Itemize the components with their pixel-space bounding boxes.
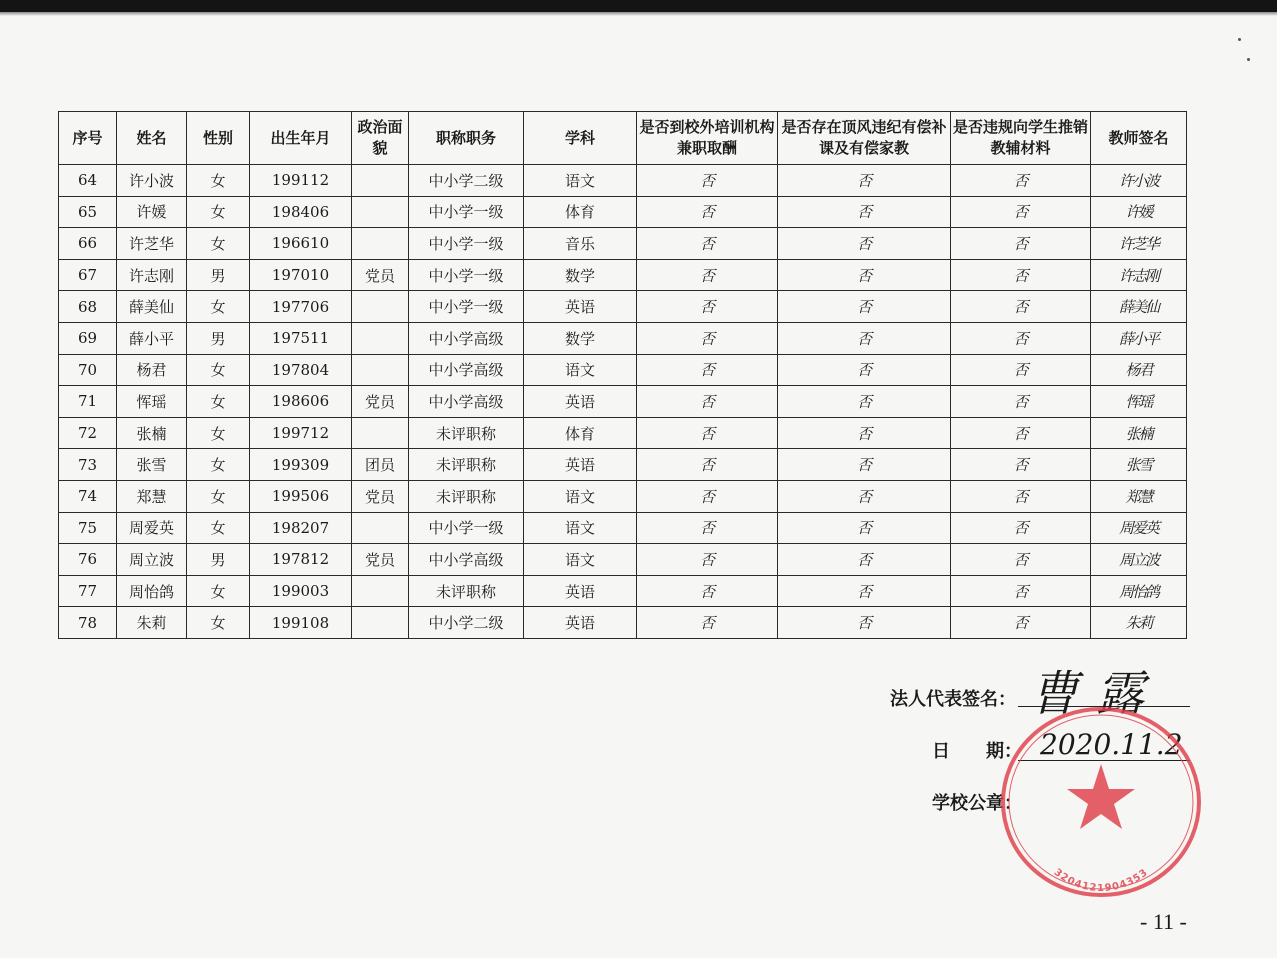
teacher-signature: 许芝华	[1091, 228, 1187, 260]
paid-lessons-answer: 否	[778, 259, 951, 291]
paid-lessons-answer: 否	[778, 196, 951, 228]
subject: 语文	[524, 544, 637, 576]
teacher-signature: 张楠	[1091, 417, 1187, 449]
materials-answer: 否	[951, 259, 1091, 291]
subject: 数学	[524, 322, 637, 354]
column-header: 政治面貌	[352, 112, 409, 165]
teacher-name: 朱莉	[117, 607, 187, 639]
teacher-signature: 许小波	[1091, 165, 1187, 197]
gender: 女	[187, 607, 250, 639]
paid-lessons-answer: 否	[778, 291, 951, 323]
gender: 女	[187, 196, 250, 228]
job-title: 中小学二级	[409, 165, 524, 197]
gender: 男	[187, 322, 250, 354]
table-row	[59, 512, 1187, 544]
materials-answer: 否	[951, 322, 1091, 354]
tutoring-answer: 否	[637, 417, 778, 449]
tutoring-answer: 否	[637, 544, 778, 576]
row-number: 74	[59, 480, 117, 512]
tutoring-answer: 否	[637, 259, 778, 291]
teacher-signature: 周立波	[1091, 544, 1187, 576]
paid-lessons-answer: 否	[778, 607, 951, 639]
materials-answer: 否	[951, 354, 1091, 386]
gender: 女	[187, 417, 250, 449]
teacher-signature: 薛美仙	[1091, 291, 1187, 323]
job-title: 中小学高级	[409, 354, 524, 386]
row-number: 65	[59, 196, 117, 228]
job-title: 中小学高级	[409, 386, 524, 418]
teacher-name: 张楠	[117, 417, 187, 449]
subject: 体育	[524, 196, 637, 228]
row-number: 76	[59, 544, 117, 576]
scan-speck	[1238, 38, 1241, 41]
birth-date: 197511	[250, 322, 352, 354]
subject: 语文	[524, 354, 637, 386]
column-header: 是否存在顶风违纪有偿补课及有偿家教	[778, 112, 951, 165]
seal-star-icon	[1067, 764, 1135, 829]
subject: 英语	[524, 575, 637, 607]
row-number: 78	[59, 607, 117, 639]
birth-date: 199003	[250, 575, 352, 607]
teacher-name: 杨君	[117, 354, 187, 386]
materials-answer: 否	[951, 196, 1091, 228]
tutoring-answer: 否	[637, 386, 778, 418]
teacher-name: 薛美仙	[117, 291, 187, 323]
subject: 数学	[524, 259, 637, 291]
row-number: 71	[59, 386, 117, 418]
political-status	[352, 512, 409, 544]
materials-answer: 否	[951, 480, 1091, 512]
table-row	[59, 259, 1187, 291]
teacher-signature: 朱莉	[1091, 607, 1187, 639]
gender: 女	[187, 354, 250, 386]
birth-date: 198406	[250, 196, 352, 228]
teacher-name: 许小波	[117, 165, 187, 197]
birth-date: 198606	[250, 386, 352, 418]
political-status	[352, 607, 409, 639]
teacher-name: 张雪	[117, 449, 187, 481]
birth-date: 197812	[250, 544, 352, 576]
gender: 女	[187, 512, 250, 544]
scan-speck	[1247, 58, 1250, 61]
political-status	[352, 291, 409, 323]
job-title: 未评职称	[409, 575, 524, 607]
paid-lessons-answer: 否	[778, 575, 951, 607]
table-row	[59, 480, 1187, 512]
tutoring-answer: 否	[637, 480, 778, 512]
paid-lessons-answer: 否	[778, 417, 951, 449]
column-header: 是否违规向学生推销教辅材料	[951, 112, 1091, 165]
teacher-name: 许志刚	[117, 259, 187, 291]
job-title: 未评职称	[409, 449, 524, 481]
birth-date: 198207	[250, 512, 352, 544]
paid-lessons-answer: 否	[778, 165, 951, 197]
materials-answer: 否	[951, 165, 1091, 197]
teacher-signature: 恽瑶	[1091, 386, 1187, 418]
materials-answer: 否	[951, 291, 1091, 323]
political-status: 团员	[352, 449, 409, 481]
seal-code: 3204121904353	[1051, 866, 1151, 895]
teacher-name: 许芝华	[117, 228, 187, 260]
paid-lessons-answer: 否	[778, 228, 951, 260]
page-number: - 11 -	[1140, 909, 1187, 934]
paid-lessons-answer: 否	[778, 354, 951, 386]
column-header: 出生年月	[250, 112, 352, 165]
job-title: 中小学高级	[409, 322, 524, 354]
political-status	[352, 228, 409, 260]
tutoring-answer: 否	[637, 165, 778, 197]
subject: 语文	[524, 512, 637, 544]
job-title: 中小学一级	[409, 291, 524, 323]
paid-lessons-answer: 否	[778, 480, 951, 512]
gender: 男	[187, 259, 250, 291]
political-status: 党员	[352, 480, 409, 512]
birth-date: 199309	[250, 449, 352, 481]
table-row	[59, 291, 1187, 323]
gender: 女	[187, 480, 250, 512]
paid-lessons-answer: 否	[778, 544, 951, 576]
school-seal-label: 学校公章：	[932, 793, 1022, 814]
political-status	[352, 417, 409, 449]
row-number: 67	[59, 259, 117, 291]
column-header: 序号	[59, 112, 117, 165]
birth-date: 197706	[250, 291, 352, 323]
teacher-signature: 周爱英	[1091, 512, 1187, 544]
tutoring-answer: 否	[637, 322, 778, 354]
gender: 女	[187, 165, 250, 197]
job-title: 未评职称	[409, 417, 524, 449]
tutoring-answer: 否	[637, 354, 778, 386]
column-header: 教师签名	[1091, 112, 1187, 165]
birth-date: 197010	[250, 259, 352, 291]
birth-date: 199712	[250, 417, 352, 449]
gender: 女	[187, 449, 250, 481]
tutoring-answer: 否	[637, 291, 778, 323]
row-number: 69	[59, 322, 117, 354]
job-title: 未评职称	[409, 480, 524, 512]
teacher-signature: 许媛	[1091, 196, 1187, 228]
job-title: 中小学一级	[409, 228, 524, 260]
teacher-signature: 许志刚	[1091, 259, 1187, 291]
tutoring-answer: 否	[637, 607, 778, 639]
subject: 英语	[524, 607, 637, 639]
tutoring-answer: 否	[637, 512, 778, 544]
gender: 女	[187, 291, 250, 323]
row-number: 68	[59, 291, 117, 323]
job-title: 中小学高级	[409, 544, 524, 576]
materials-answer: 否	[951, 449, 1091, 481]
legal-rep-signature: 曹露	[1030, 666, 1163, 722]
column-header: 姓名	[117, 112, 187, 165]
row-number: 73	[59, 449, 117, 481]
political-status	[352, 354, 409, 386]
subject: 语文	[524, 480, 637, 512]
gender: 男	[187, 544, 250, 576]
subject: 音乐	[524, 228, 637, 260]
birth-date: 197804	[250, 354, 352, 386]
teacher-roster-table	[58, 111, 1187, 639]
paid-lessons-answer: 否	[778, 322, 951, 354]
teacher-name: 郑慧	[117, 480, 187, 512]
gender: 女	[187, 386, 250, 418]
teacher-name: 薛小平	[117, 322, 187, 354]
subject: 英语	[524, 449, 637, 481]
materials-answer: 否	[951, 228, 1091, 260]
row-number: 75	[59, 512, 117, 544]
table-body	[59, 165, 1187, 639]
paid-lessons-answer: 否	[778, 449, 951, 481]
date-label: 日 期：	[932, 741, 1022, 762]
teacher-signature: 郑慧	[1091, 480, 1187, 512]
teacher-signature: 杨君	[1091, 354, 1187, 386]
paid-lessons-answer: 否	[778, 386, 951, 418]
job-title: 中小学一级	[409, 259, 524, 291]
job-title: 中小学一级	[409, 196, 524, 228]
column-header: 是否到校外培训机构兼职取酬	[637, 112, 778, 165]
materials-answer: 否	[951, 607, 1091, 639]
birth-date: 199506	[250, 480, 352, 512]
materials-answer: 否	[951, 512, 1091, 544]
subject: 语文	[524, 165, 637, 197]
table-row	[59, 449, 1187, 481]
row-number: 72	[59, 417, 117, 449]
political-status	[352, 165, 409, 197]
materials-answer: 否	[951, 544, 1091, 576]
political-status	[352, 575, 409, 607]
column-header: 性别	[187, 112, 250, 165]
political-status: 党员	[352, 259, 409, 291]
row-number: 66	[59, 228, 117, 260]
subject: 英语	[524, 291, 637, 323]
teacher-name: 恽瑶	[117, 386, 187, 418]
teacher-name: 周怡鸽	[117, 575, 187, 607]
legal-rep-label: 法人代表签名：	[890, 689, 1016, 710]
scan-edge-bar	[0, 0, 1277, 12]
political-status	[352, 322, 409, 354]
table-row	[59, 228, 1187, 260]
school-seal-stamp	[995, 702, 1205, 902]
tutoring-answer: 否	[637, 575, 778, 607]
job-title: 中小学一级	[409, 512, 524, 544]
row-number: 77	[59, 575, 117, 607]
teacher-signature: 张雪	[1091, 449, 1187, 481]
materials-answer: 否	[951, 386, 1091, 418]
subject: 英语	[524, 386, 637, 418]
table-row	[59, 386, 1187, 418]
teacher-name: 许媛	[117, 196, 187, 228]
subject: 体育	[524, 417, 637, 449]
political-status	[352, 196, 409, 228]
table-row	[59, 575, 1187, 607]
teacher-signature: 周怡鸽	[1091, 575, 1187, 607]
table-row	[59, 322, 1187, 354]
materials-answer: 否	[951, 417, 1091, 449]
paid-lessons-answer: 否	[778, 512, 951, 544]
table-row	[59, 417, 1187, 449]
birth-date: 196610	[250, 228, 352, 260]
tutoring-answer: 否	[637, 228, 778, 260]
tutoring-answer: 否	[637, 449, 778, 481]
tutoring-answer: 否	[637, 196, 778, 228]
column-header: 职称职务	[409, 112, 524, 165]
job-title: 中小学二级	[409, 607, 524, 639]
row-number: 70	[59, 354, 117, 386]
row-number: 64	[59, 165, 117, 197]
teacher-name: 周爱英	[117, 512, 187, 544]
table-row	[59, 544, 1187, 576]
date-value: 2020.11.2	[1040, 728, 1183, 761]
table-row	[59, 196, 1187, 228]
political-status: 党员	[352, 544, 409, 576]
materials-answer: 否	[951, 575, 1091, 607]
birth-date: 199108	[250, 607, 352, 639]
column-header: 学科	[524, 112, 637, 165]
teacher-signature: 薛小平	[1091, 322, 1187, 354]
table-row	[59, 354, 1187, 386]
table-header-row	[59, 112, 1187, 165]
table-row	[59, 165, 1187, 197]
table-row	[59, 607, 1187, 639]
gender: 女	[187, 575, 250, 607]
teacher-name: 周立波	[117, 544, 187, 576]
gender: 女	[187, 228, 250, 260]
birth-date: 199112	[250, 165, 352, 197]
political-status: 党员	[352, 386, 409, 418]
